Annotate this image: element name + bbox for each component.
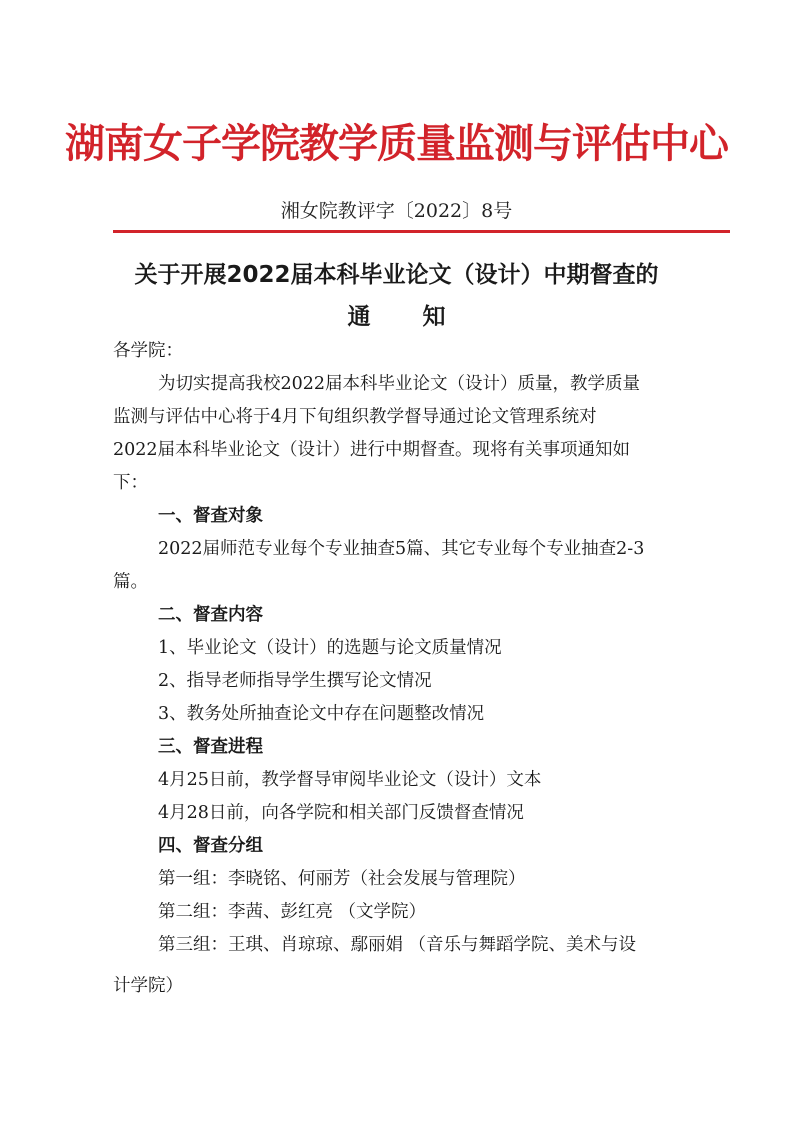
red-divider-line — [113, 230, 730, 233]
section3-heading: 三、督查进程 — [158, 737, 263, 757]
salutation: 各学院： — [113, 341, 183, 361]
intro-line-3: 2022届本科毕业论文（设计）进行中期督查。现将有关事项通知如 — [113, 440, 631, 460]
section1-heading: 一、督查对象 — [158, 506, 263, 526]
intro-line-1: 为切实提高我校2022届本科毕业论文（设计）质量，教学质量 — [158, 374, 641, 394]
title-char-tong: 通 — [347, 304, 371, 330]
section2-item: 1、毕业论文（设计）的选题与论文质量情况 — [158, 638, 502, 658]
section1-text-line1: 2022届师范专业每个专业抽查5篇、其它专业每个专业抽查2-3 — [158, 539, 645, 559]
notice-title-line1: 关于开展2022届本科毕业论文（设计）中期督查的 — [134, 262, 659, 288]
section3-item: 4月28日前，向各学院和相关部门反馈督查情况 — [158, 803, 524, 823]
title-char-zhi: 知 — [422, 304, 446, 330]
section2-item: 3、教务处所抽查论文中存在问题整改情况 — [158, 704, 485, 724]
section4-item: 第一组：李晓铭、何丽芳（社会发展与管理院） — [158, 869, 526, 889]
section1-text-line2: 篇。 — [113, 572, 148, 592]
section4-item: 第二组：李茜、彭红亮 （文学院） — [158, 902, 427, 922]
section4-item: 第三组：王琪、肖琼琼、鄢丽娟 （音乐与舞蹈学院、美术与设 — [158, 935, 637, 955]
intro-line-2: 监测与评估中心将于4月下旬组织教学督导通过论文管理系统对 — [113, 407, 597, 427]
intro-line-4: 下： — [113, 473, 148, 493]
notice-title-line2 — [0, 298, 793, 331]
issuing-org-header: 湖南女子学院教学质量监测与评估中心 — [65, 121, 728, 167]
section2-item: 2、指导老师指导学生撰写论文情况 — [158, 671, 432, 691]
document-number: 湘女院教评字〔2022〕8号 — [280, 200, 513, 222]
section4-item3-continuation: 计学院） — [113, 976, 183, 996]
section2-heading: 二、督查内容 — [158, 605, 263, 625]
section4-heading: 四、督查分组 — [158, 836, 263, 856]
section3-item: 4月25日前，教学督导审阅毕业论文（设计）文本 — [158, 770, 542, 790]
